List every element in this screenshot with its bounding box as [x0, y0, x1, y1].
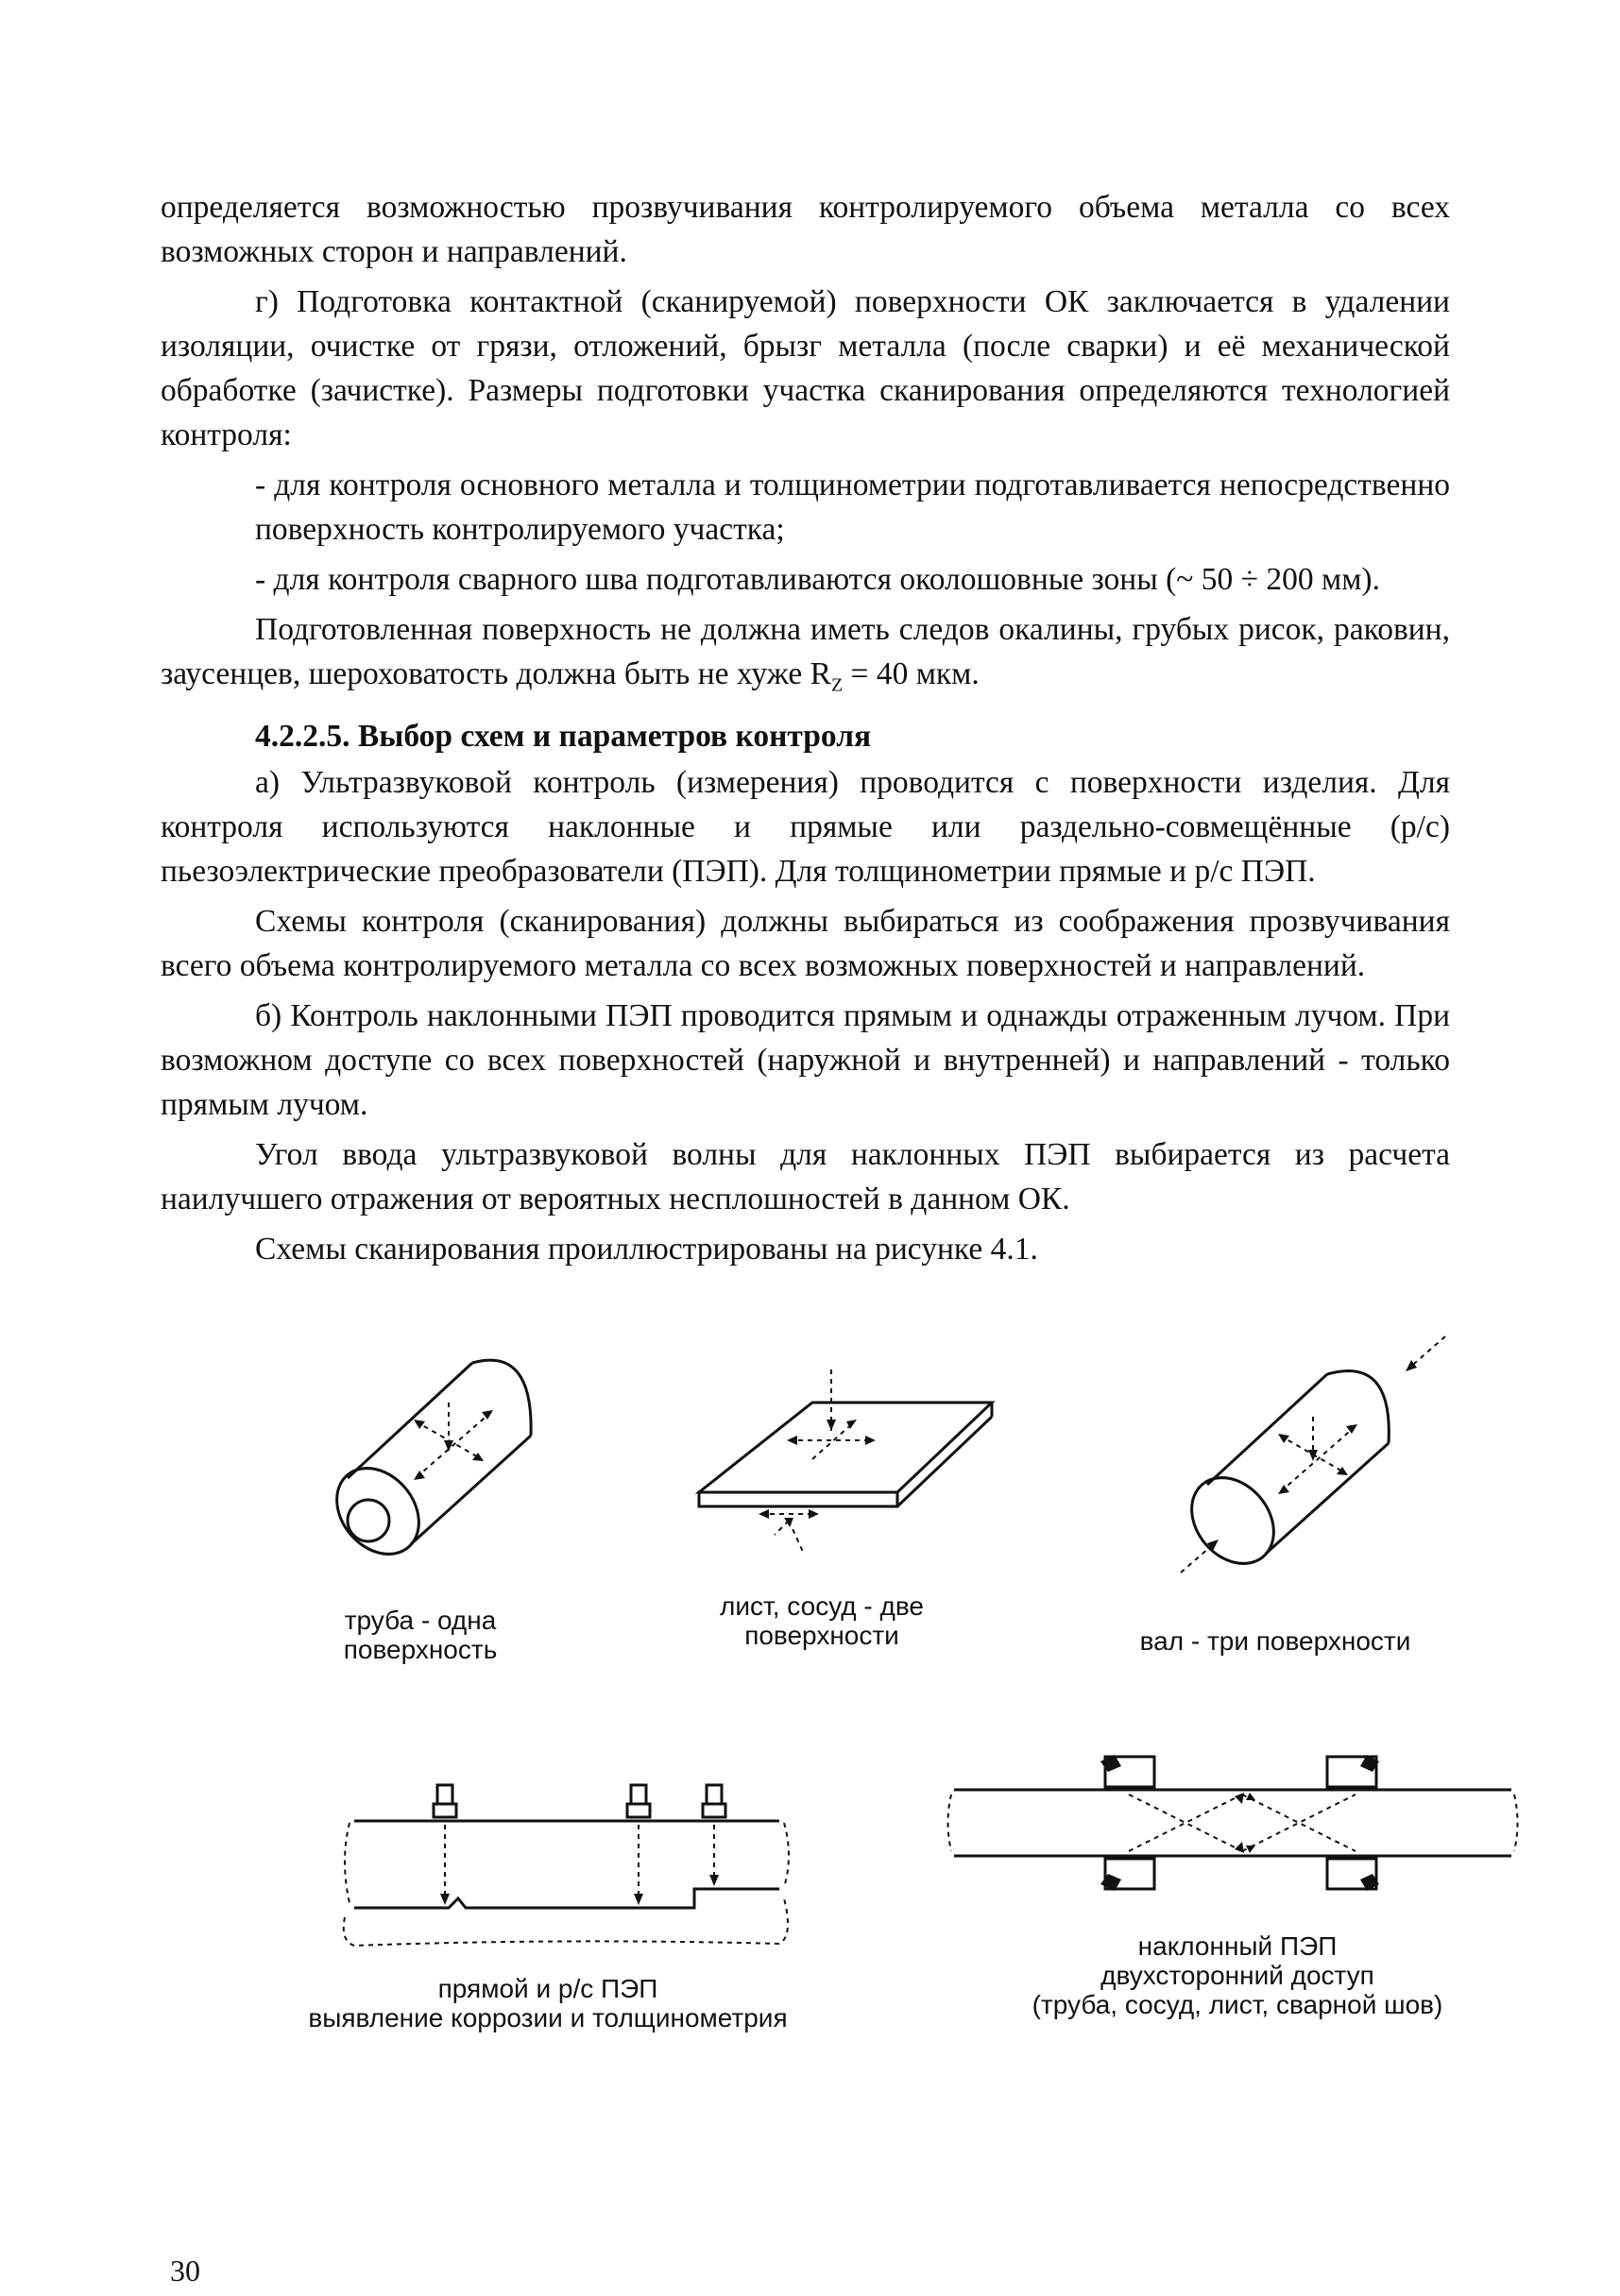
paragraph-surface-prep: г) Подготовка контактной (сканируемой) поверхности ОК заключается в удалении изоляции, очистке от грязи, отложений, брызг металла (после сварки) и её механической обработке (зачистке). Размеры подготовки участка сканирования определяются технологией контроля: [161, 284, 1450, 452]
figure-shaft [1171, 1332, 1455, 1587]
roughness-value: = 40 мкм. [843, 656, 980, 691]
roughness-subscript: Z [830, 674, 844, 696]
figure-straight-probes [326, 1766, 798, 1955]
paragraph-angle-input: Угол ввода ультразвуковой волны для наклонных ПЭП выбирается из расчета наилучшего отражения от вероятных несплошностей в данном ОК. [161, 1136, 1450, 1216]
caption-sheet [680, 1591, 963, 1650]
caption-angle-line1: наклонный ПЭП [1137, 1931, 1338, 1961]
straight-probes-drawing [326, 1766, 798, 1955]
paragraph-angle-control: б) Контроль наклонными ПЭП проводится прямым и однажды отраженным лучом. При возможном доступе со всех поверхностей (наружной и внутренней) и направлений - только прямым лучом. [161, 997, 1450, 1122]
caption-sheet-line1: лист, сосуд - две [720, 1591, 924, 1621]
paragraph-ultrasonic: а) Ультразвуковой контроль (измерения) проводится с поверхности изделия. Для контроля используются наклонные и прямые или раздельно-совмещённые (р/с) пьезоэлектрические преобразователи (ПЭП). Для толщинометрии прямые и р/с ПЭП. [161, 764, 1450, 889]
caption-sheet-line2: поверхности [744, 1621, 899, 1650]
caption-straight-line2: выявление коррозии и толщинометрия [308, 2003, 788, 2032]
figure-sheet [690, 1365, 1001, 1573]
caption-straight [283, 1974, 812, 2032]
body-text [161, 185, 1450, 1277]
paragraph-figure-ref: Схемы сканирования проиллюстрированы на рисунке 4.1. [255, 1231, 1038, 1267]
shaft-drawing [1171, 1332, 1455, 1587]
caption-angle-line2: двухсторонний доступ [1100, 1961, 1374, 1990]
section-heading: 4.2.2.5. Выбор схем и параметров контроля [255, 718, 872, 754]
caption-shaft: вал - три поверхности [1139, 1626, 1411, 1656]
caption-pipe-line2: поверхность [343, 1635, 498, 1664]
paragraph-schemes: Схемы контроля (сканирования) должны выбираться из соображения прозвучивания всего объема контролируемого металла со всех возможных поверхностей и направлений. [161, 903, 1450, 983]
caption-angle [982, 1931, 1492, 2019]
angle-probes-drawing [940, 1738, 1526, 1908]
list-item-base-metal: - для контроля основного металла и толщинометрии подготавливается непосредственно поверхность контролируемого участка; [255, 468, 1450, 547]
caption-pipe-line1: труба - одна [344, 1606, 497, 1635]
caption-straight-line1: прямой и р/с ПЭП [437, 1974, 658, 2003]
paragraph-roughness [161, 607, 1450, 708]
caption-angle-line3: (труба, сосуд, лист, сварной шов) [1032, 1990, 1443, 2019]
figure-pipe [321, 1346, 557, 1573]
page-number: 30 [170, 2253, 200, 2287]
list-item-weld: - для контроля сварного шва подготавливаются околошовные зоны (~ 50 ÷ 200 мм). [255, 562, 1380, 597]
caption-pipe [312, 1606, 529, 1664]
roughness-text: Подготовленная поверхность не должна иметь следов окалины, грубых рисок, раковин, заусенцев, шероховатость должна быть не хуже R [161, 612, 1450, 691]
pipe-drawing [321, 1346, 557, 1573]
figure-angle-probes [940, 1738, 1526, 1908]
paragraph-continuation: определяется возможностью прозвучивания контролируемого объема металла со всех возможных сторон и направлений. [161, 190, 1450, 269]
sheet-drawing [690, 1365, 1001, 1573]
